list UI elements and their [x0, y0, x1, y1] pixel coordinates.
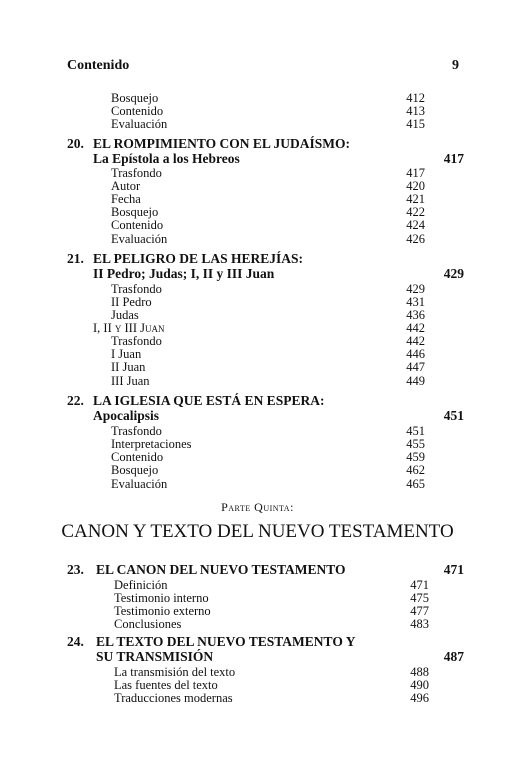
- page-number: 9: [452, 58, 459, 73]
- toc-entry-page: 455: [406, 437, 425, 451]
- toc-entry-label: Bosquejo: [111, 205, 159, 219]
- toc-entry-label: II Juan: [111, 360, 146, 374]
- chapter-number: 22.: [67, 393, 84, 408]
- toc-entry-page: 483: [410, 617, 429, 631]
- toc-entry-page: 477: [410, 604, 429, 618]
- toc-entry-page: 475: [410, 591, 429, 605]
- chapter-page: 451: [443, 408, 464, 423]
- toc-entry-label: Contenido: [111, 104, 164, 118]
- toc-entry-page: 417: [406, 166, 425, 180]
- toc-entry-label: Bosquejo: [111, 463, 159, 477]
- toc-entry-label: Bosquejo: [111, 91, 159, 105]
- chapter-subtitle: La Epístola a los Hebreos: [93, 151, 240, 166]
- toc-entry-label: Trasfondo: [111, 282, 162, 296]
- toc-entry-page: 413: [406, 104, 425, 118]
- chapter-subtitle: Apocalipsis: [93, 408, 160, 423]
- toc-entry-label: Trasfondo: [111, 166, 162, 180]
- toc-entry-label: I Juan: [111, 347, 142, 361]
- part-label: Parte Quinta:: [221, 500, 294, 514]
- toc-entry-label: Autor: [111, 179, 141, 193]
- chapter-title: EL ROMPIMIENTO CON EL JUDAÍSMO:: [93, 136, 351, 151]
- toc-entry-label: III Juan: [111, 374, 150, 388]
- toc-entry-page: 442: [406, 321, 425, 335]
- chapter-number: 21.: [67, 251, 84, 266]
- toc-entry-page: 488: [410, 665, 429, 679]
- toc-entry-label: Fecha: [111, 192, 141, 206]
- toc-entry-page: 496: [410, 691, 429, 705]
- chapter-title: EL PELIGRO DE LAS HEREJÍAS:: [93, 251, 304, 266]
- chapter-title: EL TEXTO DEL NUEVO TESTAMENTO Y: [96, 634, 356, 649]
- toc-section-label: I, II y III Juan: [93, 321, 165, 335]
- toc-entry-page: 490: [410, 678, 429, 692]
- toc-entry-page: 426: [406, 232, 425, 246]
- toc-entry-page: 459: [406, 450, 425, 464]
- toc-entry-page: 415: [406, 117, 425, 131]
- toc-entry-page: 465: [406, 477, 425, 491]
- toc-entry-page: 447: [406, 360, 425, 374]
- toc-entry-label: Trasfondo: [111, 334, 162, 348]
- toc-entry-page: 451: [406, 424, 425, 438]
- toc-entry-label: Contenido: [111, 450, 164, 464]
- toc-entry-page: 422: [406, 205, 425, 219]
- toc-entry-label: Evaluación: [111, 477, 168, 491]
- toc-entry-label: Las fuentes del texto: [114, 678, 218, 692]
- chapter-title: EL CANON DEL NUEVO TESTAMENTO: [96, 562, 346, 577]
- toc-entry-page: 442: [406, 334, 425, 348]
- toc-entry-label: Testimonio externo: [114, 604, 211, 618]
- chapter-subtitle: II Pedro; Judas; I, II y III Juan: [93, 266, 275, 281]
- toc-entry-label: Testimonio interno: [114, 591, 209, 605]
- part-title: CANON Y TEXTO DEL NUEVO TESTAMENTO: [61, 521, 454, 542]
- chapter-page: 471: [443, 562, 464, 577]
- chapter-number: 23.: [67, 562, 84, 577]
- toc-entry-page: 462: [406, 463, 425, 477]
- chapter-subtitle: SU TRANSMISIÓN: [96, 649, 214, 664]
- chapter-page: 417: [443, 151, 464, 166]
- chapter-title: LA IGLESIA QUE ESTÁ EN ESPERA:: [93, 393, 325, 408]
- toc-entry-page: 424: [406, 218, 425, 232]
- toc-entry-page: 421: [406, 192, 425, 206]
- toc-entry-label: Judas: [111, 308, 139, 322]
- toc-entry-label: Definición: [114, 578, 168, 592]
- toc-entry-page: 420: [406, 179, 425, 193]
- toc-entry-label: La transmisión del texto: [114, 665, 236, 679]
- toc-entry-page: 436: [406, 308, 425, 322]
- toc-entry-label: Evaluación: [111, 232, 168, 246]
- chapter-page: 429: [443, 266, 464, 281]
- toc-entry-page: 429: [406, 282, 425, 296]
- toc-entry-label: Conclusiones: [114, 617, 182, 631]
- running-header-title: Contenido: [67, 58, 130, 73]
- chapter-number: 24.: [67, 634, 84, 649]
- chapter-number: 20.: [67, 136, 84, 151]
- toc-entry-page: 446: [406, 347, 425, 361]
- toc-entry-label: Contenido: [111, 218, 164, 232]
- toc-entry-label: Interpretaciones: [111, 437, 192, 451]
- toc-entry-label: Trasfondo: [111, 424, 162, 438]
- chapter-page: 487: [443, 649, 464, 664]
- toc-entry-page: 471: [410, 578, 429, 592]
- toc-entry-page: 431: [406, 295, 425, 309]
- toc-entry-page: 412: [406, 91, 425, 105]
- toc-entry-page: 449: [406, 374, 425, 388]
- toc-entry-label: Evaluación: [111, 117, 168, 131]
- toc-entry-label: II Pedro: [111, 295, 152, 309]
- toc-entry-label: Traducciones modernas: [114, 691, 233, 705]
